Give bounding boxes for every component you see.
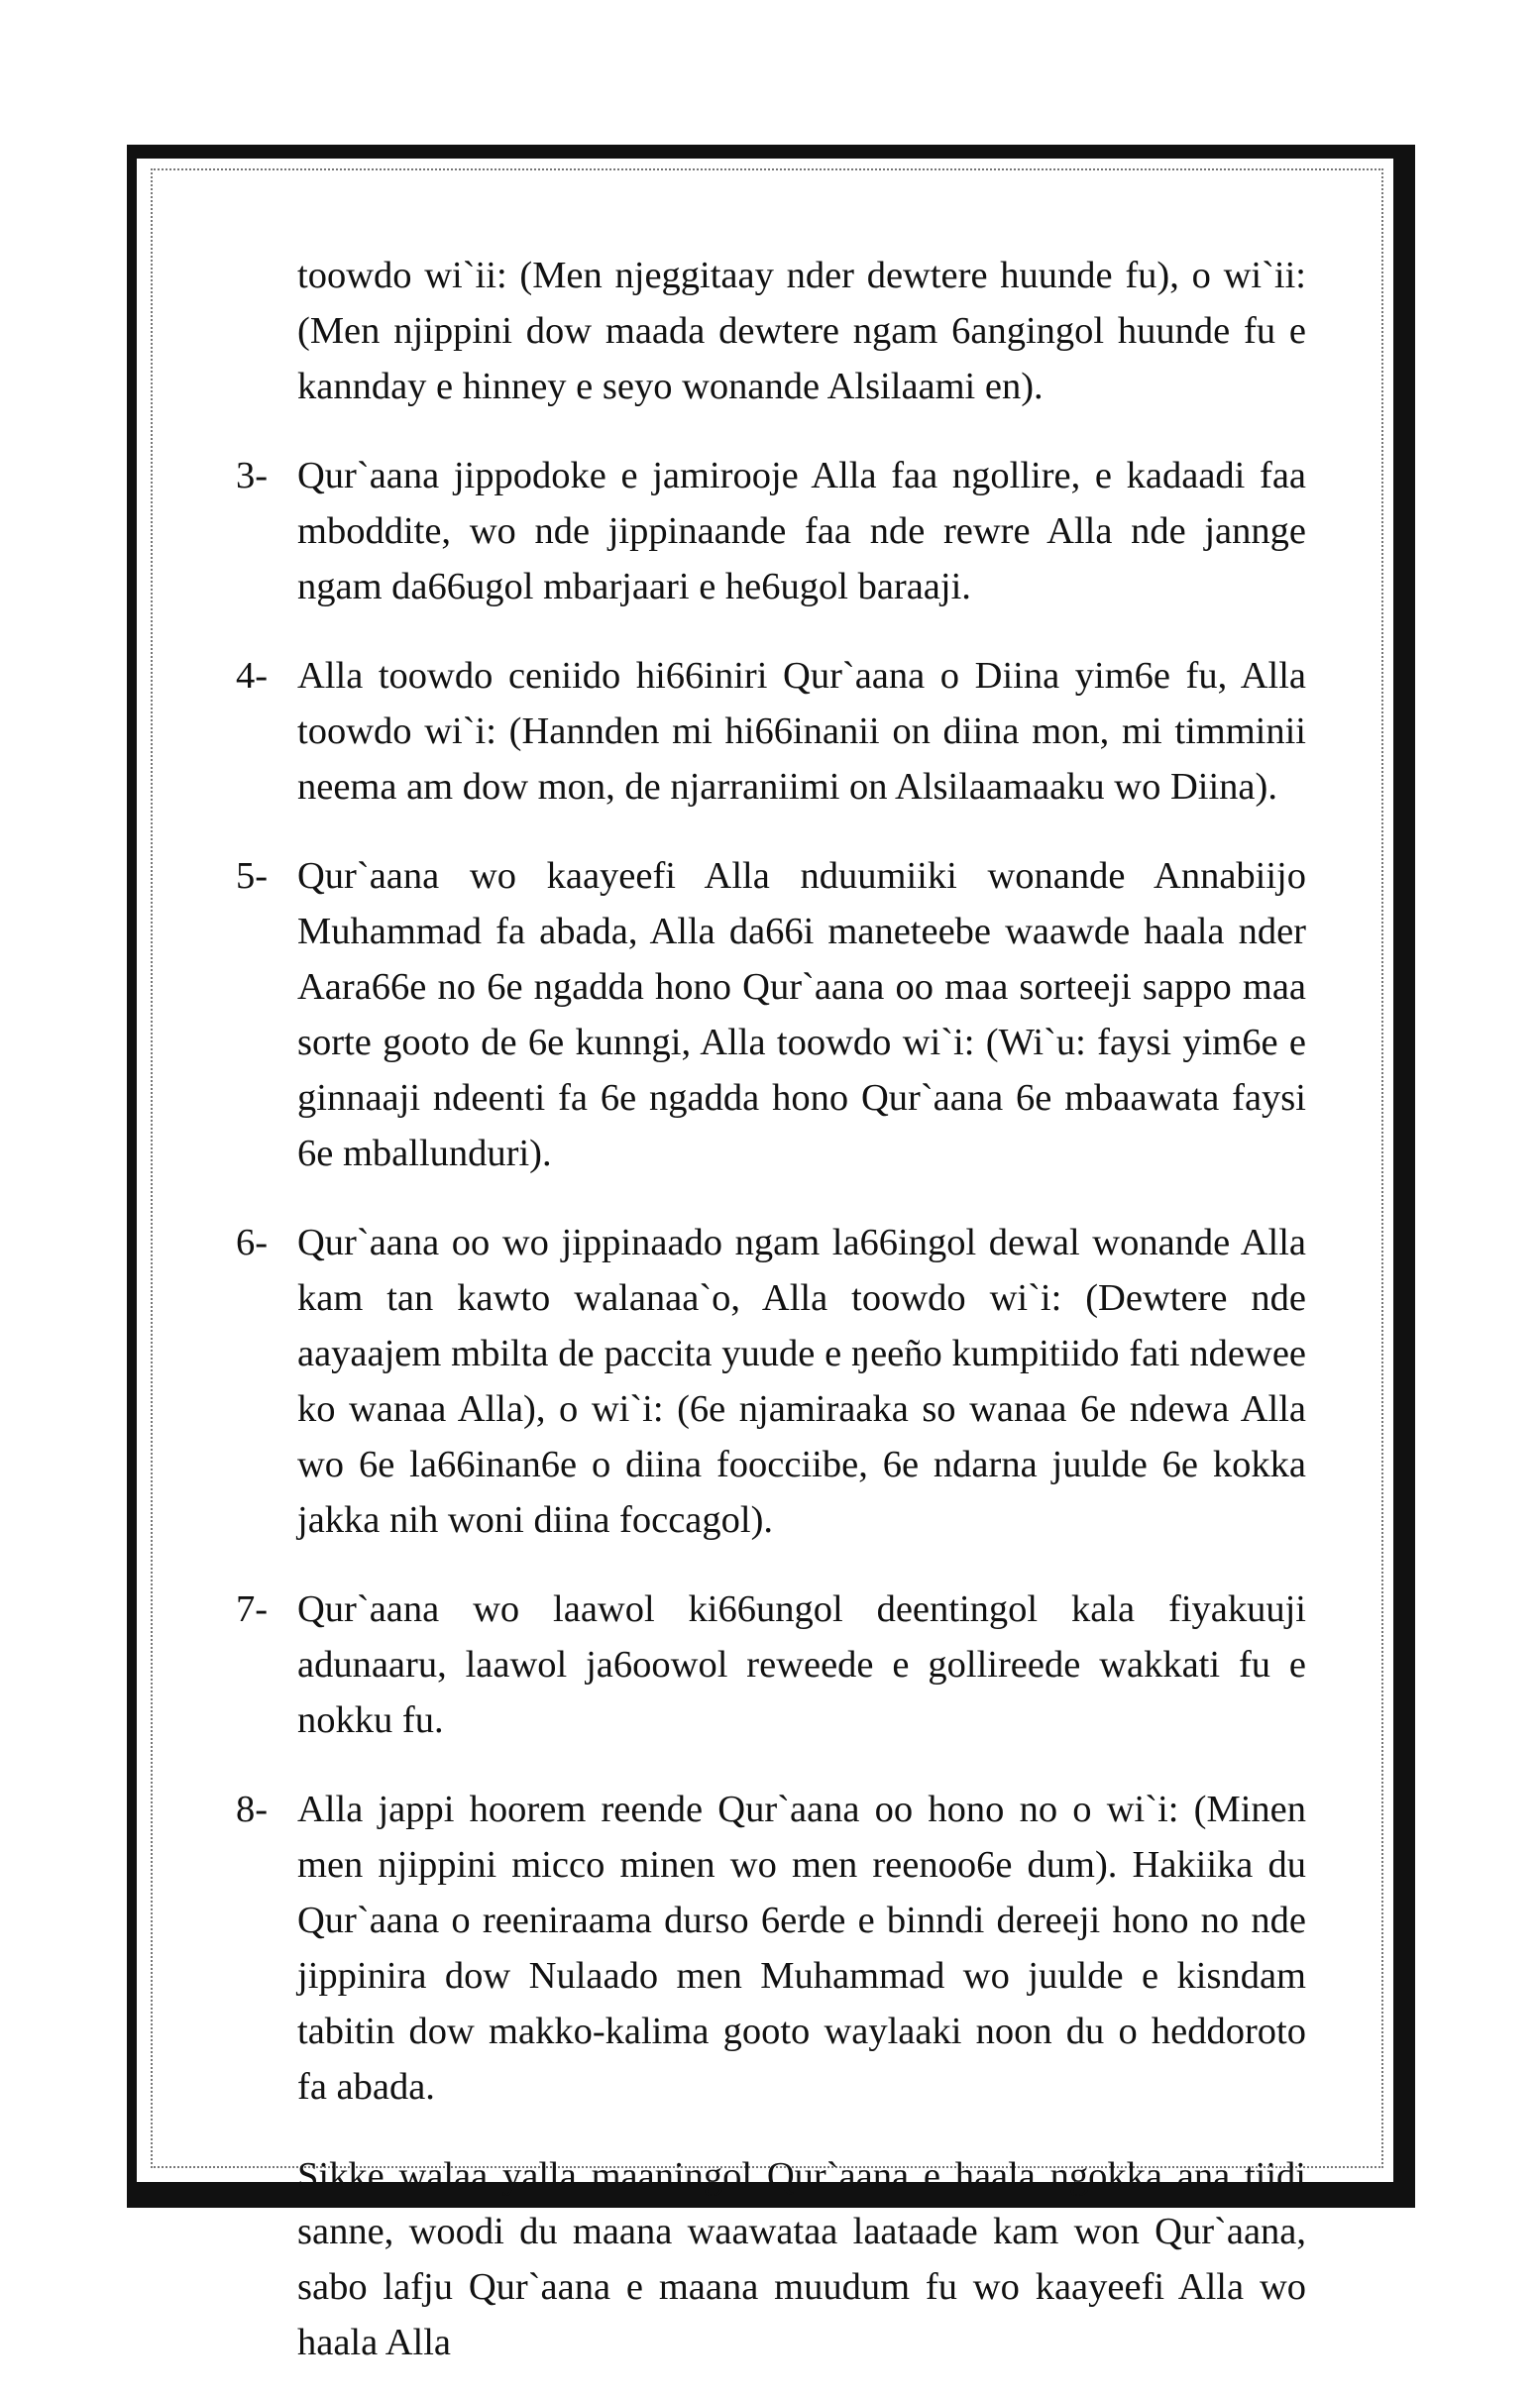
list-item-3: [236, 448, 1306, 614]
list-item-4: [236, 648, 1306, 815]
intro-paragraph: toowdo wi`ii: (Men njeggitaay nder dewtere huunde fu), o wi`ii: (Men njippini dow maada dewtere ngam 6angingol huunde fu e kannday e hinney e seyo wonande Alsilaami en).: [297, 255, 1306, 407]
closing-paragraph: Sikke walaa yalla maaningol Qur`aana e haala ngokka ana tiidi sanne, woodi du maana waawataa laataade kam won Qur`aana, sabo lafju Qur`aana e maana muudum fu wo kaayeefi Alla wo haala Alla: [297, 2155, 1306, 2363]
list-item-text: Qur`aana wo kaayeefi Alla nduumiiki wonande Annabiijo Muhammad fa abada, Alla da66i maneteebe waawde haala nder Aara66e no 6e ngadda hono Qur`aana oo maa sorteeji sappo maa sorte gooto de 6e kunngi, Alla toowdo wi`i: (Wi`u: faysi yim6e e ginnaaji ndeenti fa 6e ngadda hono Qur`aana 6e mbaawata faysi 6e mballunduri).: [297, 855, 1306, 1174]
list-item-number: 7-: [236, 1588, 269, 1630]
list-item-text: Qur`aana oo wo jippinaado ngam la66ingol dewal wonande Alla kam tan kawto walanaa`o, Alla toowdo wi`i: (Dewtere nde aayaajem mbilta de paccita yuude e ŋeeño kumpitiido fati ndewee ko wanaa Alla), o wi`i: (6e njamiraaka so wanaa 6e ndewa Alla wo 6e la66inan6e o diina foocciibe, 6e ndarna juulde 6e kokka jakka nih woni diina foccagol).: [297, 1222, 1306, 1541]
list-item-number: 8-: [236, 1789, 269, 1830]
list-item-number: 3-: [236, 455, 269, 496]
list-item-text: Alla toowdo ceniido hi66iniri Qur`aana o Diina yim6e fu, Alla toowdo wi`i: (Hannden mi hi66inanii on diina mon, mi timminii neema am dow mon, de njarraniimi on Alsilaamaaku wo Diina).: [297, 655, 1306, 808]
list-item-6: [236, 1215, 1306, 1548]
list-item-text: Qur`aana jippodoke e jamirooje Alla faa ngollire, e kadaadi faa mboddite, wo nde jippinaande faa nde rewre Alla nde jannge ngam da66ugol mbarjaari e he6ugol baraaji.: [297, 455, 1306, 607]
list-item-number: 5-: [236, 855, 269, 897]
list-item-text: Alla jappi hoorem reende Qur`aana oo hono no o wi`i: (Minen men njippini micco minen wo men reenoo6e dum). Hakiika du Qur`aana o reeniraama durso 6erde e binndi dereeji hono no nde jippinira dow Nulaado men Muhammad wo juulde e kisndam tabitin dow makko-kalima gooto waylaaki noon du o heddoroto fa abada.: [297, 1789, 1306, 2108]
list-item-8: [236, 1782, 1306, 2115]
document-body: [236, 248, 1306, 2370]
list-item-5: [236, 848, 1306, 1181]
list-item-text: Qur`aana wo laawol ki66ungol deentingol kala fiyakuuji adunaaru, laawol ja6oowol reweede e gollireede wakkati fu e nokku fu.: [297, 1588, 1306, 1741]
list-item-number: 6-: [236, 1222, 269, 1263]
list-item-number: 4-: [236, 655, 269, 697]
list-item-7: [236, 1581, 1306, 1748]
